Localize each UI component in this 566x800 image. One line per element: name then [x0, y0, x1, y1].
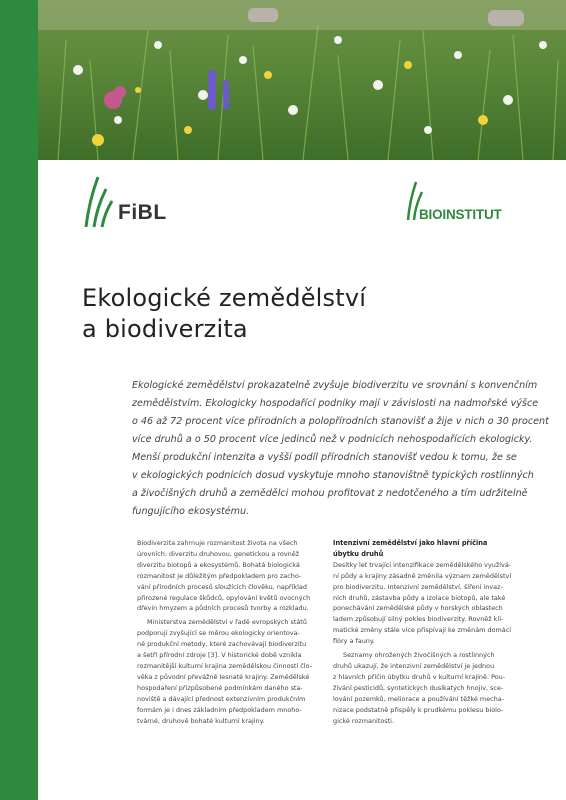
right-paragraph-1 — [333, 560, 523, 647]
title-line-2: a biodiverzita — [82, 315, 248, 343]
lead-line: o 46 až 72 procent více přírodních a polopřírodních stanovišť a žije v nich o 30 procent — [132, 416, 549, 427]
text-line: z hlavních příčin úbytku druhů v kulturní krajině. Pou- — [333, 672, 506, 681]
section-heading — [333, 538, 523, 560]
left-column — [137, 538, 327, 726]
text-line: né produkční metody, které zachovávají biodiverzitu — [137, 640, 307, 649]
meadow-photo — [38, 0, 566, 160]
text-line: noviště a dávající přednost extenzivním produkčním — [137, 694, 306, 703]
text-line: přirozené regulace škůdců, opylování květů ovocných — [137, 593, 311, 602]
fibl-logo[interactable] — [80, 175, 200, 230]
lead-line: Ekologické zemědělství prokazatelně zvyšuje biodiverzitu ve srovnání s konvenčním — [132, 380, 538, 391]
text-line: druhů ukazují, že intenzivní zemědělství je jednou — [333, 661, 495, 670]
text-line: ladem způsobují silný pokles biodiverzity. Rovněž kli- — [333, 615, 504, 624]
page-title — [82, 283, 522, 345]
fibl-logo-text: FiBL — [118, 201, 167, 224]
right-paragraph-2 — [333, 650, 523, 726]
bioinstitut-logo-text: BIOINSTITUT — [419, 207, 502, 222]
text-line: ponechávání zemědělské půdy v horských oblastech — [333, 604, 503, 613]
text-line: vání přírodních procesů sloužících člověku, například — [137, 582, 307, 591]
text-line: matické změny stále více přispívají ke změnám domácí — [333, 626, 512, 635]
text-line: Biodiverzita zahrnuje rozmanitost života na všech — [137, 539, 298, 547]
text-line: věka z původní převážně lesnaté krajiny. Zemědělské — [137, 672, 310, 681]
heading-line: Intenzivní zemědělství jako hlavní příčina — [333, 539, 488, 547]
text-line: hospodaření přizpůsobené podmínkám daného sta- — [137, 683, 303, 692]
text-line: lování pozemků, meliorace a používání těžké mecha- — [333, 694, 505, 703]
text-line: a šetří přírodní zdroje [3]. V historické době vznikla — [137, 651, 302, 660]
text-line: Ministerstva zemědělství v řadě evropských států — [147, 618, 307, 627]
right-column — [333, 538, 523, 726]
text-line: rozmanitost je důležitým předpokladem pro zacho- — [137, 571, 302, 580]
lead-line: fungujícího ekosystému. — [132, 506, 250, 517]
text-line: podporují zvyšující se měrou ekologicky orientova- — [137, 629, 300, 638]
text-line: gické rozmanitosti. — [333, 716, 395, 725]
text-line: Seznamy ohrožených živočišných a rostlinných — [343, 651, 495, 660]
lead-line: zemědělstvím. Ekologicky hospodařící podniky mají v závislosti na nadmořské výšce — [132, 398, 539, 409]
side-accent-bar — [0, 0, 38, 800]
text-line: tvárné, druhově bohaté kulturní krajiny. — [137, 716, 265, 725]
lead-line: v ekologických podnicích dosud vyskytuje mnoho stanovištně typických rostlinných — [132, 470, 534, 481]
text-line: Desítky let trvající intenzifikace zemědělského využívá- — [333, 560, 512, 569]
text-line: nizace podstatně přispěly k prudkému poklesu biolo- — [333, 705, 504, 714]
text-line: flóry a fauny. — [333, 637, 375, 646]
text-line: diverzitu biotopů a ekosystémů. Bohatá biologická — [137, 560, 300, 569]
lead-line: Menší produkční intenzita a vyšší podíl přírodních stanovišť vedou k tomu, že se — [132, 452, 517, 463]
title-line-1: Ekologické zemědělství — [82, 284, 367, 312]
left-paragraph-1 — [137, 538, 327, 614]
text-line: žívání pesticidů, syntetických dusíkatých hnojiv, sce- — [333, 683, 504, 692]
text-line: rozmanitější kulturní krajina zemědělskou činností člo- — [137, 661, 312, 670]
heading-line: úbytku druhů — [333, 549, 384, 558]
text-line: ních druhů, zástavba půdy a izolace biotopů, ale také — [333, 593, 506, 602]
lead-line: a živočišných druhů a zemědělci mohou profitovat z nedotčeného a tím udržitelně — [132, 488, 528, 499]
text-line: úrovních: diverzitu druhovou, genetickou a rovněž — [137, 549, 300, 558]
text-line: pro biodiverzitu. Intenzivní zemědělství, šíření invaz- — [333, 582, 503, 591]
bioinstitut-logo[interactable] — [405, 180, 535, 230]
left-paragraph-2 — [137, 617, 327, 726]
lead-line: více druhů a o 50 procent více jedinců než v podnicích nehospodařících ekologicky. — [132, 434, 533, 445]
text-line: dřevin hmyzem a půdních procesů tvorby a rozkladu. — [137, 604, 309, 613]
text-line: ní půdy a krajiny zásadně změnila význam zemědělství — [333, 571, 512, 580]
lead-paragraph — [132, 377, 549, 521]
text-line: formám je i dnes základním předpokladem mnoho- — [137, 705, 302, 714]
fibl-logo-icon — [80, 175, 120, 230]
